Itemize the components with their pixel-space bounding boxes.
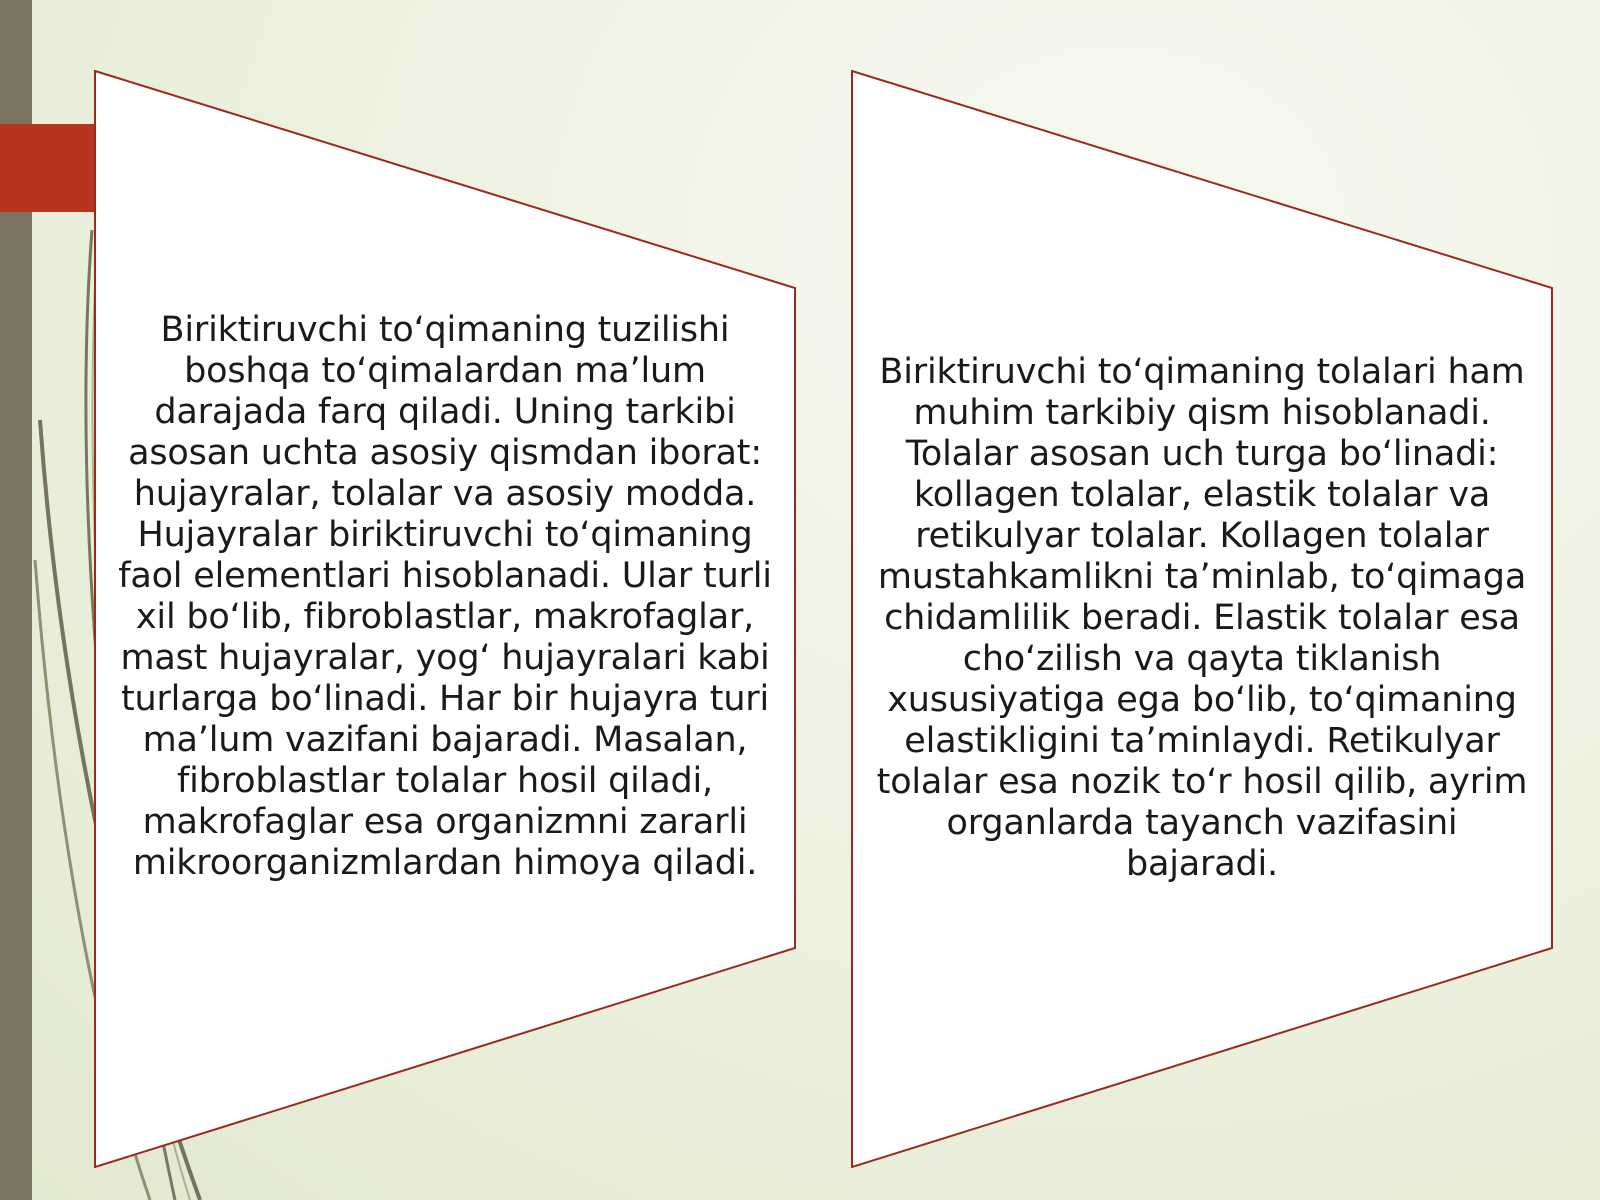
panel-body-text: Biriktiruvchi to‘qimaning tuzilishi boshqa to‘qimalardan ma’lum darajada farq qiladi. Uning tarkibi asosan uchta asosiy qismdan iborat: hujayralar, tolalar va asosiy modda. Hujayralar biriktiruvchi to‘qimaning faol elementlari hisoblanadi. Ular turli xil bo‘lib, fibroblastlar, makrofaglar, mast hujayralar, yog‘ hujayralari kabi turlarga bo‘linadi. Har bir hujayra turi ma’lum vazifani bajaradi. Masalan, fibroblastlar tolalar hosil qiladi, makrofaglar esa organizmni zararli mikroorganizmlardan himoya qiladi. xyxy=(118,310,772,883)
red-accent-block xyxy=(0,124,100,212)
panel-body-text: Biriktiruvchi to‘qimaning tolalari ham muhim tarkibiy qism hisoblanadi. Tolalar asosan uch turga bo‘linadi: kollagen tolalar, elastik tolalar va retikulyar tolalar. Kollagen tolalar mustahkamlikni ta’minlab, to‘qimaga chidamlilik beradi. Elastik tolalar esa cho‘zilish va qayta tiklanish xususiyatiga ega bo‘lib, to‘qimaning elastikligini ta’minlaydi. Retikulyar tolalar esa nozik to‘r hosil qilib, ayrim organlarda tayanch vazifasini bajaradi. xyxy=(876,352,1528,884)
text-panel-left xyxy=(94,70,796,1168)
text-panel-right xyxy=(851,70,1553,1168)
